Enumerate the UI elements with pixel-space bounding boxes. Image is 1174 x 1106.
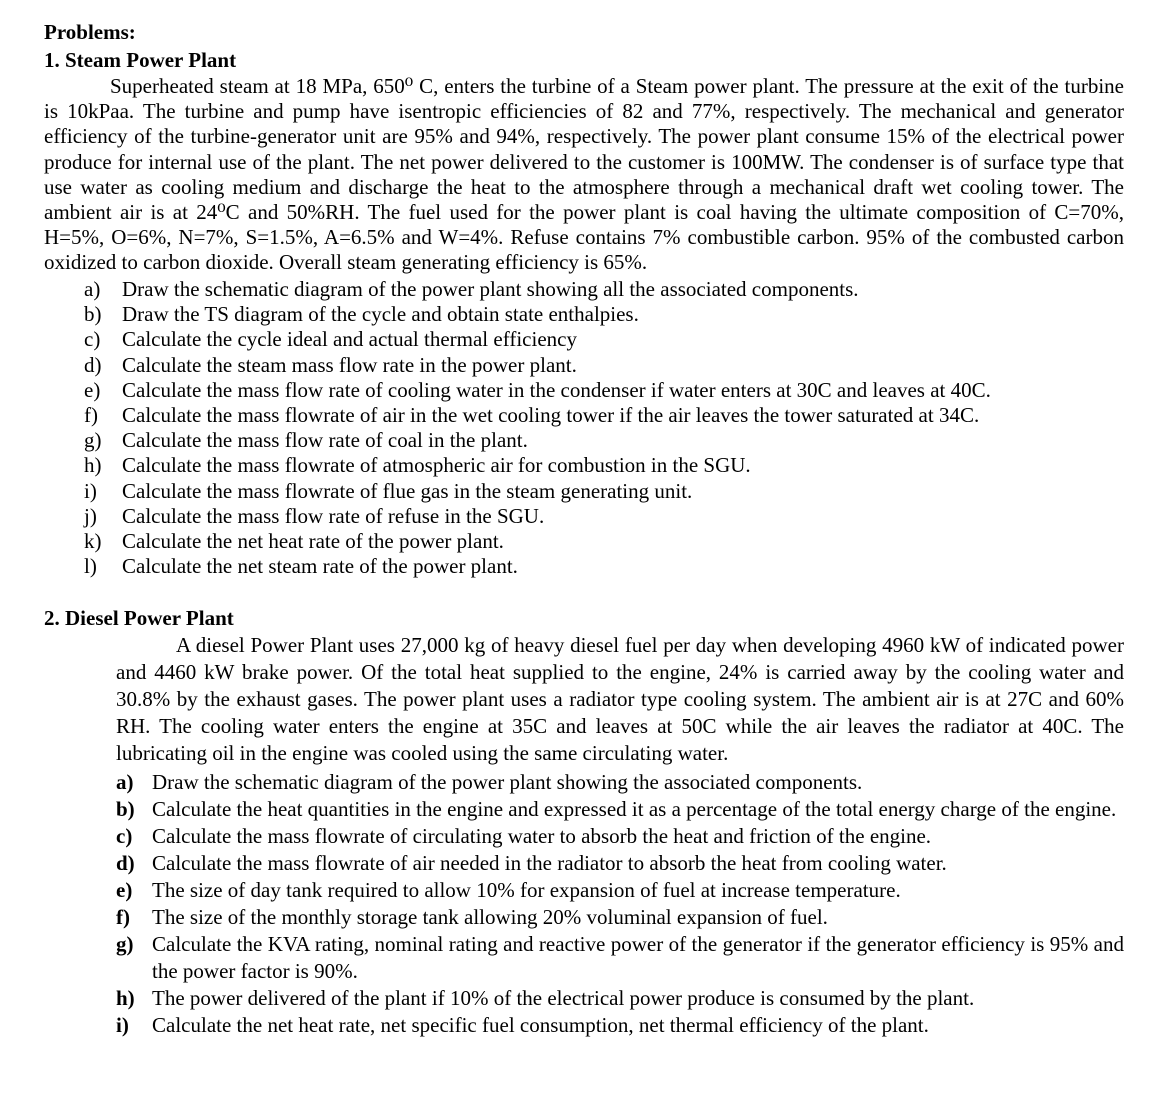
list-marker: h) [116, 986, 135, 1010]
list-item-text: Calculate the mass flowrate of flue gas in the steam generating unit. [122, 478, 693, 503]
list-marker: d) [116, 851, 135, 875]
list-item-text: The size of the monthly storage tank allowing 20% voluminal expansion of fuel. [152, 905, 828, 929]
problem1-list [84, 277, 1124, 579]
list-item [84, 428, 1124, 453]
list-item [116, 769, 1124, 796]
list-item-text: The size of day tank required to allow 10% for expansion of fuel at increase temperature. [152, 878, 901, 902]
list-item-text: Calculate the cycle ideal and actual thermal efficiency [122, 327, 577, 352]
list-item-text: Calculate the net heat rate of the power plant. [122, 528, 504, 553]
list-item-text: Draw the TS diagram of the cycle and obtain state enthalpies. [122, 302, 639, 327]
list-item [84, 479, 1124, 504]
list-item [84, 277, 1124, 302]
list-marker: l) [84, 554, 97, 579]
list-item [84, 403, 1124, 428]
list-marker: a) [116, 770, 134, 794]
list-item [116, 823, 1124, 850]
list-item-text: Calculate the net steam rate of the power plant. [122, 554, 518, 579]
list-item [84, 554, 1124, 579]
problem1-paragraph: Superheated steam at 18 MPa, 650⁰ C, enters the turbine of a Steam power plant. The pressure at the exit of the turbine is 10kPaa. The turbine and pump have isentropic efficiencies of 82 and 77%, respectively. The mechanical and generator efficiency of the turbine-generator unit are 95% and 94%, respectively. The power plant consume 15% of the electrical power produce for internal use of the plant. The net power delivered to the customer is 100MW. The condenser is of surface type that use water as cooling medium and discharge the heat to the atmosphere through a mechanical draft wet cooling tower. The ambient air is at 24⁰C and 50%RH. The fuel used for the power plant is coal having the ultimate composition of C=70%, H=5%, O=6%, N=7%, S=1.5%, A=6.5% and W=4%. Refuse contains 7% combustible carbon. 95% of the combusted carbon oxidized to carbon dioxide. Overall steam generating efficiency is 65%. [44, 74, 1124, 275]
list-item-text: Calculate the mass flowrate of circulating water to absorb the heat and friction of the engine. [152, 824, 932, 848]
list-marker: h) [84, 453, 102, 478]
problem2-paragraph: A diesel Power Plant uses 27,000 kg of heavy diesel fuel per day when developing 4960 kW of indicated power and 4460 kW brake power. Of the total heat supplied to the engine, 24% is carried away by the cooling water and 30.8% by the exhaust gases. The power plant uses a radiator type cooling system. The ambient air is at 27C and 60% RH. The cooling water enters the engine at 35C and leaves at 50C while the air leaves the radiator at 40C. The lubricating oil in the engine was cooled using the same circulating water. [116, 633, 1124, 765]
problem2-list [116, 769, 1124, 1039]
list-item [116, 904, 1124, 931]
list-item [116, 1012, 1124, 1039]
list-marker: f) [116, 905, 130, 929]
list-marker: e) [116, 878, 133, 902]
list-item-text: Calculate the mass flow rate of coal in the plant. [122, 428, 528, 453]
list-marker: i) [116, 1013, 129, 1037]
list-marker: i) [84, 478, 97, 503]
list-marker: b) [116, 797, 135, 821]
page-heading: Problems: [44, 20, 136, 44]
list-item [116, 850, 1124, 877]
list-item [84, 327, 1124, 352]
list-item [116, 985, 1124, 1012]
problem1-title: 1. Steam Power Plant [44, 48, 237, 72]
list-item-text: Calculate the mass flowrate of air needed in the radiator to absorb the heat from cooling water. [152, 851, 947, 875]
list-marker: d) [84, 352, 102, 377]
list-marker: g) [116, 932, 134, 956]
list-marker: j) [84, 503, 97, 528]
list-marker: b) [84, 302, 102, 327]
list-item-text: Calculate the mass flowrate of atmospheric air for combustion in the SGU. [122, 453, 751, 478]
list-marker: c) [84, 327, 101, 352]
list-item-text: Calculate the mass flow rate of cooling water in the condenser if water enters at 30C and leaves at 40C. [122, 377, 991, 402]
list-marker: g) [84, 428, 102, 453]
list-item-text: Calculate the mass flow rate of refuse in the SGU. [122, 503, 545, 528]
list-item [84, 353, 1124, 378]
list-item-text: Draw the schematic diagram of the power plant showing the associated components. [152, 770, 863, 794]
list-item [116, 796, 1124, 823]
list-item [84, 504, 1124, 529]
list-item [116, 931, 1124, 985]
list-marker: f) [84, 402, 98, 427]
list-item [84, 453, 1124, 478]
list-item-text: Draw the schematic diagram of the power plant showing all the associated components. [122, 277, 859, 301]
problem2-title: 2. Diesel Power Plant [44, 606, 234, 630]
list-item-text: Calculate the net heat rate, net specific fuel consumption, net thermal efficiency of the plant. [152, 1013, 929, 1037]
list-marker: c) [116, 824, 133, 848]
list-item [116, 877, 1124, 904]
list-marker: e) [84, 377, 101, 402]
list-item-text: Calculate the KVA rating, nominal rating and reactive power of the generator if the generator efficiency is 95% and the power factor is 90%. [152, 932, 1124, 983]
list-marker: a) [84, 277, 101, 301]
list-item-text: Calculate the heat quantities in the engine and expressed it as a percentage of the total energy charge of the engine. [152, 797, 1117, 821]
list-marker: k) [84, 528, 102, 553]
list-item [84, 529, 1124, 554]
list-item [84, 378, 1124, 403]
list-item-text: Calculate the steam mass flow rate in the power plant. [122, 352, 577, 377]
list-item-text: The power delivered of the plant if 10% of the electrical power produce is consumed by the plant. [152, 986, 975, 1010]
list-item [84, 302, 1124, 327]
list-item-text: Calculate the mass flowrate of air in the wet cooling tower if the air leaves the tower saturated at 34C. [122, 402, 980, 427]
